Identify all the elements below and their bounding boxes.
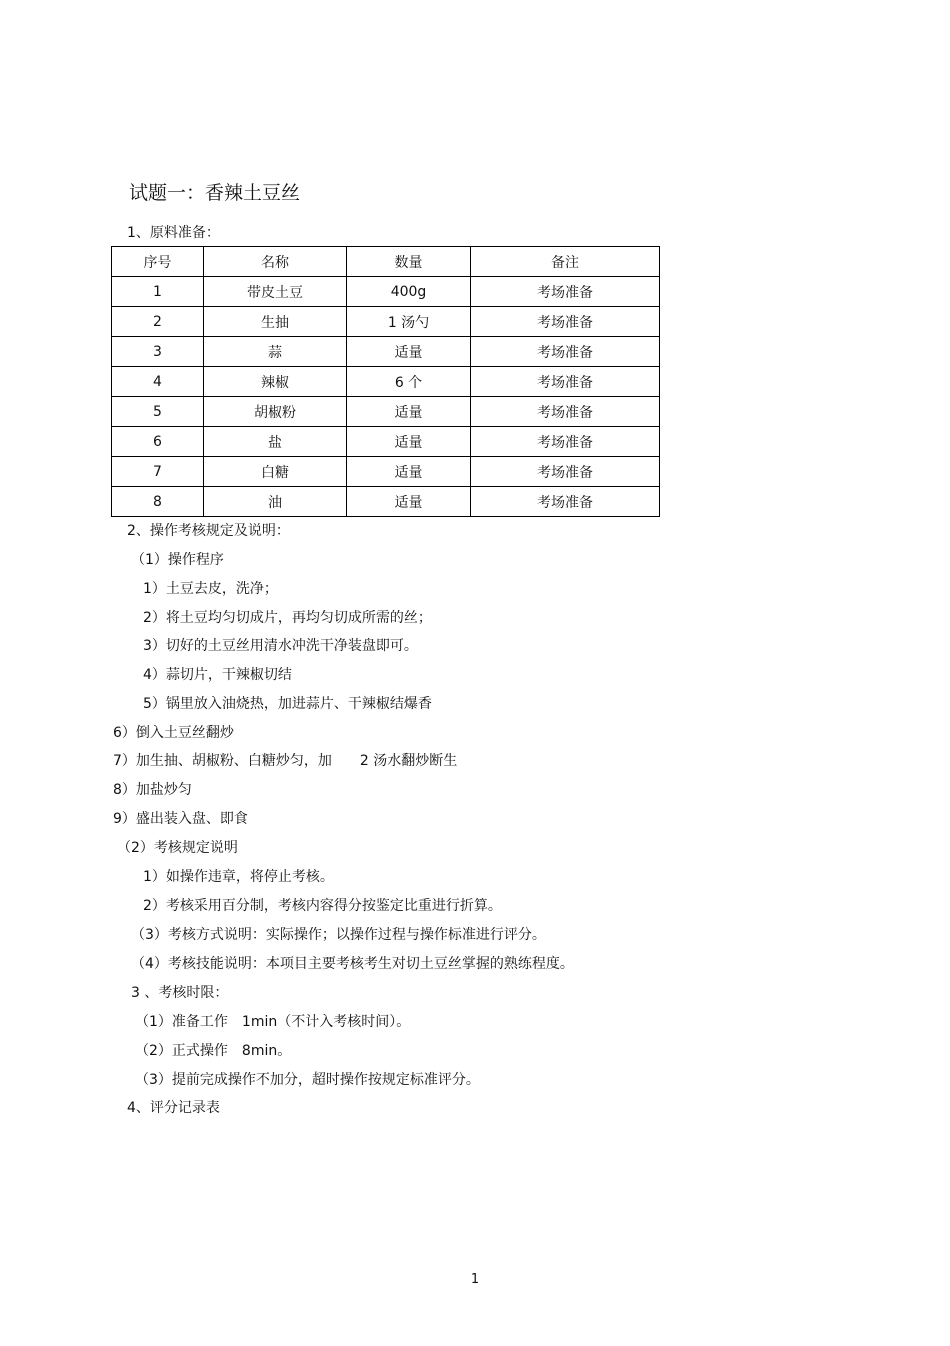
step-item: 2）将土豆均匀切成片，再均匀切成所需的丝； <box>143 610 432 626</box>
section-heading: 1、原料准备： <box>127 225 220 241</box>
table-cell: 油 <box>204 487 347 517</box>
table-cell: 盐 <box>204 427 347 457</box>
table-cell: 蒜 <box>204 337 347 367</box>
section-heading: 2、操作考核规定及说明： <box>127 523 290 539</box>
subsection-heading: （3）考核方式说明：实际操作；以操作过程与操作标准进行评分。 <box>131 927 546 943</box>
table-cell: 1 <box>112 277 204 307</box>
table-header: 序号 <box>112 247 204 277</box>
table-cell: 400g <box>347 277 471 307</box>
table-cell: 生抽 <box>204 307 347 337</box>
page-title: 试题一：香辣土豆丝 <box>129 182 301 204</box>
rule-item: 1）如操作违章，将停止考核。 <box>143 869 334 885</box>
table-cell: 7 <box>112 457 204 487</box>
table-cell: 带皮土豆 <box>204 277 347 307</box>
step-item: 5）锅里放入油烧热，加进蒜片、干辣椒结爆香 <box>143 696 432 712</box>
table-cell: 适量 <box>347 457 471 487</box>
table-cell: 适量 <box>347 397 471 427</box>
table-cell: 5 <box>112 397 204 427</box>
step-item: 1）土豆去皮，洗净； <box>143 581 278 597</box>
table-row <box>112 487 660 517</box>
table-cell: 考场准备 <box>471 367 660 397</box>
subsection-heading: （4）考核技能说明：本项目主要考核考生对切土豆丝掌握的熟练程度。 <box>131 956 574 972</box>
table-cell: 3 <box>112 337 204 367</box>
table-header: 数量 <box>347 247 471 277</box>
table-cell: 4 <box>112 367 204 397</box>
table-cell: 考场准备 <box>471 277 660 307</box>
rule-item: 2）考核采用百分制，考核内容得分按鉴定比重进行折算。 <box>143 898 502 914</box>
table-cell: 考场准备 <box>471 457 660 487</box>
table-cell: 适量 <box>347 487 471 517</box>
table-row <box>112 337 660 367</box>
step-item: 6）倒入土豆丝翻炒 <box>113 725 234 741</box>
table-cell: 6 <box>112 427 204 457</box>
table-header-row <box>112 247 660 277</box>
table-row <box>112 367 660 397</box>
table-cell: 8 <box>112 487 204 517</box>
table-cell: 适量 <box>347 427 471 457</box>
subsection-heading: （1）操作程序 <box>131 552 224 568</box>
table-cell: 适量 <box>347 337 471 367</box>
table-cell: 胡椒粉 <box>204 397 347 427</box>
table-row <box>112 277 660 307</box>
table-cell: 1 汤勺 <box>347 307 471 337</box>
time-limit-item: （1）准备工作 1min（不计入考核时间）。 <box>135 1014 411 1030</box>
section-heading: 3 、考核时限： <box>131 985 229 1001</box>
table-row <box>112 457 660 487</box>
step-item: 8）加盐炒匀 <box>113 782 192 798</box>
table-row <box>112 397 660 427</box>
table-header: 名称 <box>204 247 347 277</box>
table-header: 备注 <box>471 247 660 277</box>
page-number: 1 <box>470 1272 480 1287</box>
table-cell: 辣椒 <box>204 367 347 397</box>
table-cell: 白糖 <box>204 457 347 487</box>
table-row <box>112 427 660 457</box>
table-cell: 考场准备 <box>471 397 660 427</box>
time-limit-item: （3）提前完成操作不加分，超时操作按规定标准评分。 <box>135 1072 480 1088</box>
step-item: 4）蒜切片，干辣椒切结 <box>143 667 292 683</box>
table-cell: 考场准备 <box>471 307 660 337</box>
step-item: 9）盛出装入盘、即食 <box>113 811 248 827</box>
subsection-heading: （2）考核规定说明 <box>117 840 238 856</box>
table-cell: 2 <box>112 307 204 337</box>
table-cell: 考场准备 <box>471 427 660 457</box>
ingredients-table <box>111 246 660 517</box>
table-cell: 考场准备 <box>471 337 660 367</box>
section-heading: 4、评分记录表 <box>127 1100 220 1116</box>
step-item: 3）切好的土豆丝用清水冲洗干净装盘即可。 <box>143 638 418 654</box>
step-item: 7）加生抽、胡椒粉、白糖炒匀，加 2 汤水翻炒断生 <box>113 753 458 769</box>
table-cell: 考场准备 <box>471 487 660 517</box>
time-limit-item: （2）正式操作 8min。 <box>135 1043 292 1059</box>
table-cell: 6 个 <box>347 367 471 397</box>
table-row <box>112 307 660 337</box>
